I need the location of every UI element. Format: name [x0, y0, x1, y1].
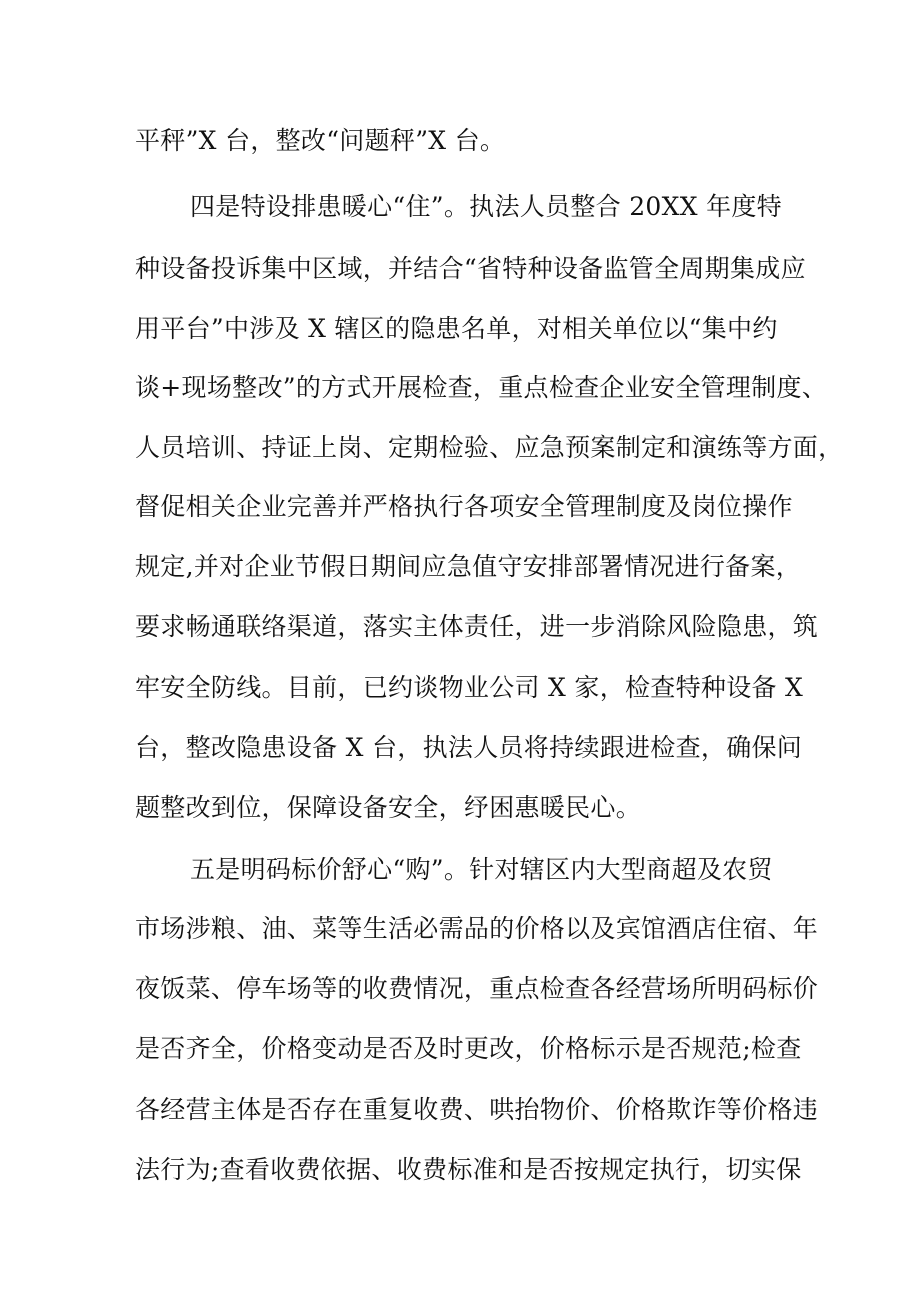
text-line: 法行为;查看收费依据、收费标准和是否按规定执行，切实保	[135, 1155, 802, 1184]
text-line: 五是明码标价舒心“购”。针对辖区内大型商超及农贸	[190, 855, 773, 884]
text-line: 四是特设排患暖心“住”。执法人员整合 20XX 年度特	[190, 192, 782, 221]
text-line: 题整改到位，保障设备安全，纾困惠暖民心。	[135, 793, 642, 822]
text-line: 夜饭菜、停车场等的收费情况，重点检查各经营场所明码标价	[135, 974, 819, 1003]
text-line: 是否齐全，价格变动是否及时更改，价格标示是否规范;检查	[135, 1034, 802, 1063]
text-line: 规定,并对企业节假日期间应急值守安排部署情况进行备案，	[135, 552, 802, 581]
text-line: 各经营主体是否存在重复收费、哄抬物价、价格欺诈等价格违	[135, 1095, 819, 1124]
text-line: 牢安全防线。目前，已约谈物业公司 X 家，检查特种设备 X	[135, 673, 804, 702]
text-line: 种设备投诉集中区域，并结合“省特种设备监管全周期集成应	[135, 254, 806, 283]
text-line: 谈+现场整改”的方式开展检查，重点检查企业安全管理制度、	[135, 373, 828, 402]
text-line: 要求畅通联络渠道，落实主体责任，进一步消除风险隐患，筑	[135, 612, 819, 641]
text-line: 用平台”中涉及 X 辖区的隐患名单，对相关单位以“集中约	[135, 314, 778, 343]
text-line: 台，整改隐患设备 X 台，执法人员将持续跟进检查，确保问	[135, 733, 803, 762]
text-line: 人员培训、持证上岗、定期检验、应急预案制定和演练等方面，	[135, 433, 844, 462]
text-line: 市场涉粮、油、菜等生活必需品的价格以及宾馆酒店住宿、年	[135, 914, 819, 943]
text-line: 督促相关企业完善并严格执行各项安全管理制度及岗位操作	[135, 492, 793, 521]
text-line: 平秤”X 台，整改“问题秤”X 台。	[135, 126, 506, 155]
